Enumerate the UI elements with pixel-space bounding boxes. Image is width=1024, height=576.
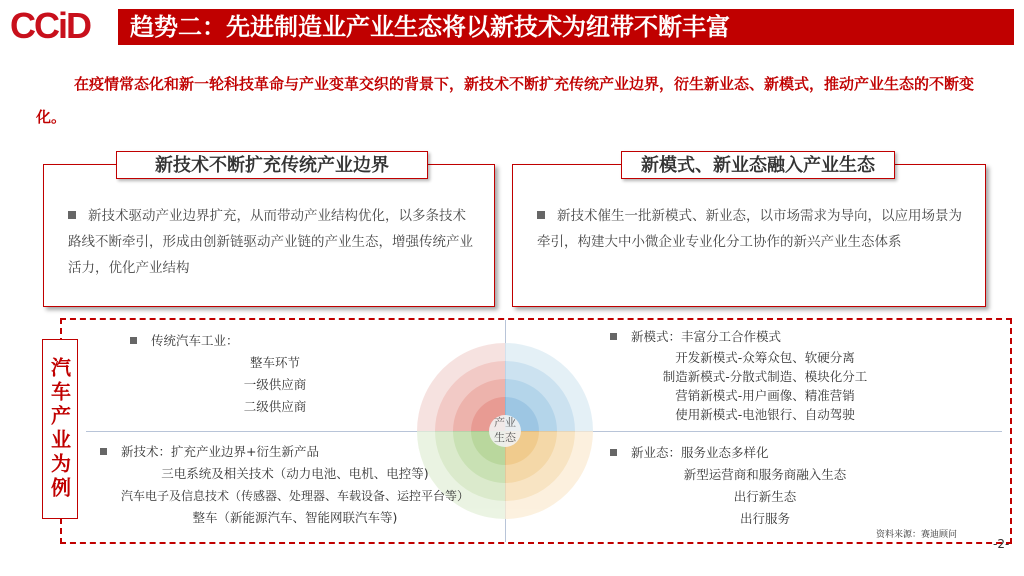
quadrant-new-business [610,442,970,530]
quadrant-heading: 新模式：丰富分工合作模式 [631,329,782,344]
list-item: 一级供应商 [243,377,307,392]
quadrant-new-models [610,326,990,424]
bullet-square-icon [610,449,617,456]
list-item: 新型运营商和服务商融入生态 [683,467,847,482]
quadrant-heading: 新业态：服务业态多样化 [631,445,769,460]
bullet-square-icon [130,337,137,344]
quadrant-new-tech [100,441,500,529]
quadrant-heading: 传统汽车工业： [151,333,239,348]
list-item: 整车（新能源汽车、智能网联汽车等) [192,510,398,525]
card-left-body [68,203,474,281]
list-item: 使用新模式-电池银行、自动驾驶 [675,407,855,422]
list-item: 整车环节 [249,355,300,370]
card-right-text: 新技术催生一批新模式、新业态，以市场需求为导向，以应用场景为牵引，构建大中小微企业专业化分工协作的新兴产业生态体系 [537,208,962,250]
card-right [512,155,986,307]
card-left [43,155,495,307]
bullet-square-icon [537,211,545,219]
intro-paragraph: 在疫情常态化和新一轮科技革命与产业变革交织的背景下，新技术不断扩充传统产业边界，衍生新业态、新模式，推动产业生态的不断变化。 [36,75,975,126]
card-right-title: 新模式、新业态融入产业生态 [621,151,895,179]
list-item: 三电系统及相关技术（动力电池、电机、电控等) [161,466,429,481]
bullet-square-icon [610,333,617,340]
card-left-text: 新技术驱动产业边界扩充，从而带动产业结构优化，以多条技术路线不断牵引，形成由创新链驱动产业链的产业生态，增强传统产业活力，优化产业结构 [68,208,473,276]
bullet-square-icon [68,211,76,219]
card-right-body [537,203,965,255]
page-number: -2- [993,537,1010,551]
bullet-square-icon [100,448,107,455]
source-note: 资料来源：赛迪顾问 [876,530,958,540]
list-item: 开发新模式-众筹众包、软硬分离 [675,350,855,365]
quadrant-heading: 新技术：扩充产业边界+衍生新产品 [121,444,319,459]
slide-title: 趋势二：先进制造业产业生态将以新技术为纽带不断丰富 [118,9,1014,45]
list-item: 制造新模式-分散式制造、模块化分工 [662,369,868,384]
list-item: 营销新模式-用户画像、精准营销 [675,388,855,403]
list-item: 汽车电子及信息技术（传感器、处理器、车载设备、运控平台等） [120,489,469,503]
ecosystem-center-label: 产业 [494,416,516,429]
card-left-title: 新技术不断扩充传统产业边界 [116,151,428,179]
list-item: 出行服务 [739,511,790,526]
ccid-logo: CCiD [10,5,90,46]
list-item: 出行新生态 [733,489,797,504]
example-side-label: 汽车产业为例 [42,339,78,519]
list-item: 二级供应商 [243,399,307,414]
quadrant-traditional [130,330,430,418]
ecosystem-center-label-2: 生态 [494,431,516,444]
